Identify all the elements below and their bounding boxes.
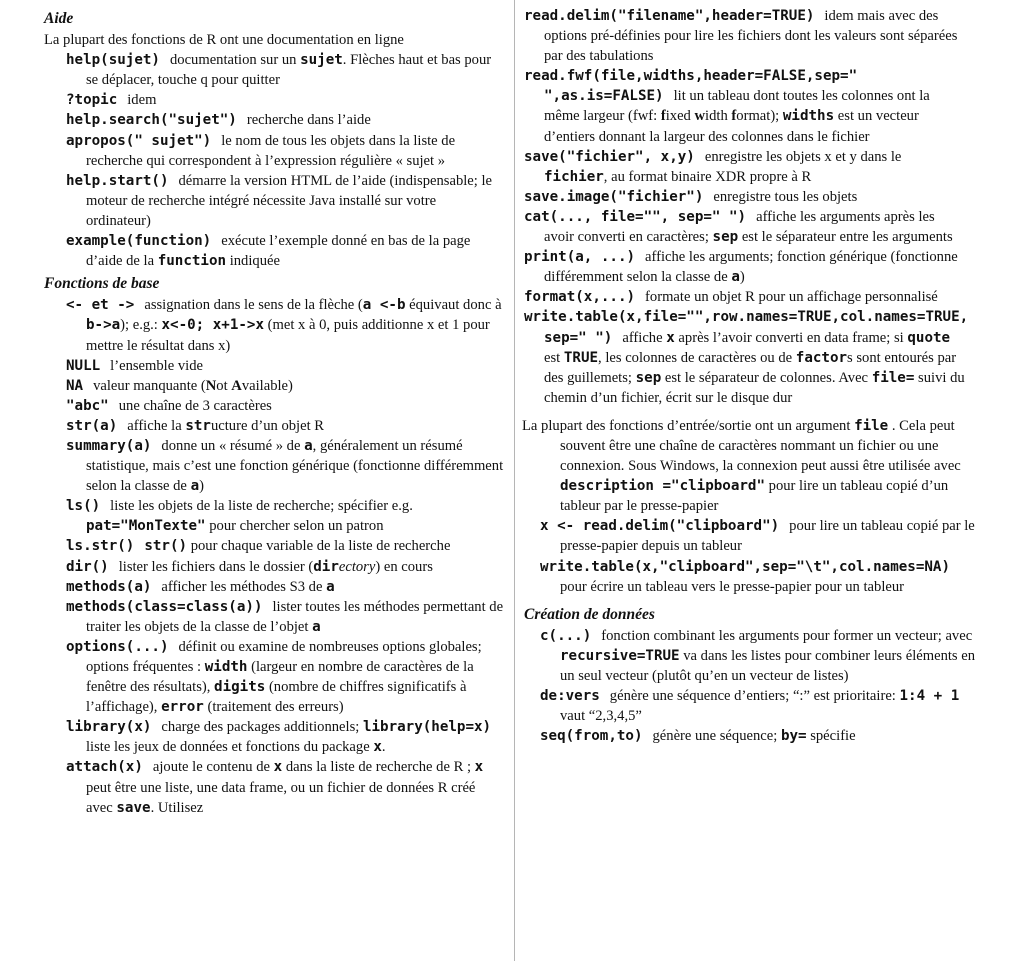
entry-print: print(a, ...) affiche les arguments; fonction générique (fonctionne différemment selon la classe de a) [524, 249, 958, 286]
entry-seq: seq(from,to) génère une séquence; by= spécifie [540, 728, 856, 745]
entry-str: str(a) affiche la structure d’un objet R [66, 417, 325, 434]
entry-save-image: save.image("fichier") enregistre tous les objets [524, 188, 858, 205]
entry-help: help(sujet) documentation sur un sujet. Flèches haut et bas pour se déplacer, touche q pour quitter [66, 52, 492, 89]
entry-null: NULL l’ensemble vide [66, 357, 203, 374]
entry-attach: attach(x) ajoute le contenu de x dans la liste de recherche de R ; x peut être une liste, une data frame, ou un fichier de données R créé avec save. Utilisez [66, 759, 484, 816]
entry-cat: cat(..., file="", sep=" ") affiche les arguments après les avoir converti en caractères; sep est le séparateur entre les arguments [524, 208, 953, 246]
entry-options: options(...) définit ou examine de nombreuses options globales; options fréquentes : width (largeur en nombre de caractères de la fenêtre des résultats), digits (nombre de chiffres significatifs à l’affichage), error (traitement des erreurs) [66, 638, 482, 716]
entry-library: library(x) charge des packages additionnels; library(help=x) liste les jeux de données et fonctions du package x. [66, 719, 492, 756]
entry-dir: dir() lister les fichiers dans le dossier (directory) en cours [66, 558, 433, 575]
entry-format: format(x,...) formate un objet R pour un affichage personnalisé [524, 289, 938, 306]
entry-read-delim: read.delim("filename",header=TRUE) idem mais avec des options pré-définies pour lire les fichiers dont les valeurs sont séparées par des tabulations [524, 8, 958, 65]
entry-abc: "abc" une chaîne de 3 caractères [66, 397, 272, 414]
entry-summary: summary(a) donne un « résumé » de a, généralement un résumé statistique, mais c’est une fonction générique (fonctionne différemment selon la classe de a) [66, 437, 504, 495]
entry-example: example(function) exécute l’exemple donné en bas de la page d’aide de la function indiquée [66, 233, 471, 270]
entry-methods-class: methods(class=class(a)) lister toutes les méthodes permettant de traiter les objets de la classe de l’objet a [66, 598, 504, 635]
entry-save: save("fichier", x,y) enregistre les objets x et y dans le fichier, au format binaire XDR propre à R [524, 148, 902, 185]
entry-assign: <- et -> assignation dans le sens de la flèche (a <-b équivaut donc à b->a); e.g.: x<-0; x+1->x (met x à 0, puis additionne x et 1 pour mettre le résultat dans x) [66, 297, 502, 354]
entry-help-start: help.start() démarre la version HTML de l’aide (indispensable; le moteur de recherche intégré nécessite Java installé sur votre ordinateur) [66, 172, 493, 229]
section-title-aide: Aide [44, 10, 74, 27]
entry-help-search: help.search("sujet") recherche dans l’aide [66, 112, 371, 129]
left-column [44, 6, 504, 818]
entry-methods: methods(a) afficher les méthodes S3 de a [66, 578, 335, 595]
io-note: La plupart des fonctions d’entrée/sortie ont un argument file . Cela peut souvent être une chaîne de caractères nommant un fichier ou une connexion. Sous Windows, la connexion peut aussi être utilisée avec description ="clipboard" pour lire un tableau copié d’un tableur par le presse-papier [522, 417, 961, 515]
entry-clipboard-write: write.table(x,"clipboard",sep="\t",col.names=NA)pour écrire un tableau vers le presse-papier pour un tableur [540, 558, 950, 595]
entry-ls-str: ls.str() str() pour chaque variable de la liste de recherche [66, 538, 451, 555]
entry-clipboard-read: x <- read.delim("clipboard") pour lire un tableau copié par le presse-papier depuis un tableur [540, 518, 975, 555]
section-title-creation: Création de données [524, 605, 655, 623]
entry-topic: ?topic idem [66, 92, 157, 109]
entry-de-vers: de:vers génère une séquence d’entiers; “:” est prioritaire: 1:4 + 1 vaut “2,3,4,5” [540, 688, 960, 725]
entry-ls: ls() liste les objets de la liste de recherche; spécifier e.g. pat="MonTexte" pour chercher selon un patron [66, 498, 413, 535]
entry-read-fwf: read.fwf(file,widths,header=FALSE,sep=" ",as.is=FALSE) lit un tableau dont toutes les colonnes ont la même largeur (fwf: fixed width format); widths est un vecteur d’entiers donnant la largeur des colonnes dans le fichier [524, 68, 930, 145]
aide-intro: La plupart des fonctions de R ont une documentation en ligne [44, 32, 404, 49]
entry-na: NA valeur manquante (Not Available) [66, 377, 293, 394]
section-title-base: Fonctions de base [44, 275, 160, 293]
entry-c: c(...) fonction combinant les arguments pour former un vecteur; avec recursive=TRUE va dans les listes pour combiner leurs éléments en un seul vecteur (plutôt qu’en un vecteur de listes) [540, 627, 976, 684]
right-column [524, 6, 986, 746]
entry-apropos: apropos(" sujet") le nom de tous les objets dans la liste de recherche qui correspondent à l’expression régulière « sujet » [66, 132, 456, 169]
entry-write-table: write.table(x,file="",row.names=TRUE,col.names=TRUE, sep=" ") affiche x après l’avoir converti en data frame; si quote est TRUE, les colonnes de caractères ou de factors sont entourés par des guillemets; sep est le séparateur de colonnes. Avec file= suivi du chemin d’un fichier, écrit sur le disque dur [524, 309, 969, 406]
